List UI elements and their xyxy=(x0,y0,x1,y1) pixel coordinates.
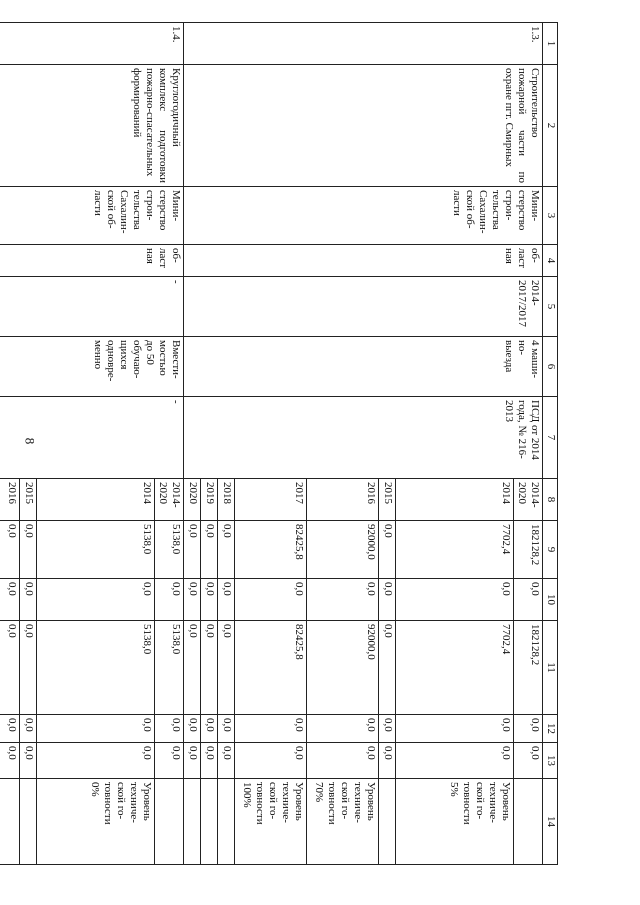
year-cell: 2015 xyxy=(20,479,37,521)
column-number-13: 13 xyxy=(543,743,558,779)
year-cell: 2020 xyxy=(184,479,201,521)
federal-funding: 0,0 xyxy=(37,579,155,621)
object-name: Строительство пожарной части по охране пгт. Смирных xyxy=(184,65,543,187)
column-number-8: 8 xyxy=(543,479,558,521)
total-funding: 0,0 xyxy=(184,521,201,579)
year-cell: 2018 xyxy=(218,479,235,521)
regional-funding: 0,0 xyxy=(184,621,201,715)
row-number: 1.4. xyxy=(0,23,184,65)
total-funding: 0,0 xyxy=(218,521,235,579)
regional-funding: 92000,0 xyxy=(307,621,379,715)
year-cell: 2019 xyxy=(201,479,218,521)
regional-funding: 0,0 xyxy=(0,621,20,715)
extra-funding: 0,0 xyxy=(396,743,514,779)
column-number-14: 14 xyxy=(543,779,558,865)
regional-funding: 82425,8 xyxy=(235,621,307,715)
extra-funding: 0,0 xyxy=(20,743,37,779)
federal-funding: 0,0 xyxy=(396,579,514,621)
year-cell: 2014 xyxy=(37,479,155,521)
readiness-note: Уровень техниче- ской го- товности 5% xyxy=(396,779,514,865)
table-row xyxy=(155,23,184,865)
extra-funding: 0,0 xyxy=(155,743,184,779)
federal-funding: 0,0 xyxy=(155,579,184,621)
column-number-12: 12 xyxy=(543,715,558,743)
regional-funding: 5138,0 xyxy=(155,621,184,715)
readiness-note xyxy=(155,779,184,865)
rotated-table-wrapper xyxy=(6,22,558,864)
extra-funding: 0,0 xyxy=(379,743,396,779)
local-funding: 0,0 xyxy=(184,715,201,743)
design-documentation: - xyxy=(0,397,184,479)
local-funding: 0,0 xyxy=(201,715,218,743)
table-body xyxy=(0,23,558,865)
total-funding: 0,0 xyxy=(201,521,218,579)
readiness-note xyxy=(0,779,20,865)
local-funding: 0,0 xyxy=(307,715,379,743)
extra-funding: 0,0 xyxy=(235,743,307,779)
regional-funding: 0,0 xyxy=(379,621,396,715)
column-number-4: 4 xyxy=(543,245,558,277)
extra-funding: 0,0 xyxy=(0,743,20,779)
extra-funding: 0,0 xyxy=(184,743,201,779)
regional-funding: 5138,0 xyxy=(37,621,155,715)
year-cell: 2015 xyxy=(379,479,396,521)
total-funding: 182128,2 xyxy=(514,521,543,579)
regional-funding: 0,0 xyxy=(201,621,218,715)
extra-funding: 0,0 xyxy=(201,743,218,779)
readiness-note xyxy=(514,779,543,865)
total-funding: 0,0 xyxy=(0,521,20,579)
column-number-9: 9 xyxy=(543,521,558,579)
column-number-5: 5 xyxy=(543,277,558,337)
regional-funding: 0,0 xyxy=(218,621,235,715)
year-cell: 2014- 2020 xyxy=(514,479,543,521)
header-row xyxy=(543,23,558,865)
regional-funding: 182128,2 xyxy=(514,621,543,715)
column-number-1: 1 xyxy=(543,23,558,65)
customer: Мини- стерство строи- тельства Сахалин- ской об- ласти xyxy=(184,187,543,245)
column-number-2: 2 xyxy=(543,65,558,187)
total-funding: 0,0 xyxy=(379,521,396,579)
row-number: 1.3. xyxy=(184,23,543,65)
ownership-type: об- ласт ная xyxy=(0,245,184,277)
federal-funding: 0,0 xyxy=(201,579,218,621)
design-documentation: ПСД от 2014 года, № 216- 2013 xyxy=(184,397,543,479)
column-number-7: 7 xyxy=(543,397,558,479)
total-funding: 82425,8 xyxy=(235,521,307,579)
local-funding: 0,0 xyxy=(379,715,396,743)
regional-funding: 7702,4 xyxy=(396,621,514,715)
column-number-11: 11 xyxy=(543,621,558,715)
total-funding: 5138,0 xyxy=(155,521,184,579)
readiness-note: Уровень техниче- ской го- товности 0% xyxy=(37,779,155,865)
object-name: Круглогодичный комплекс подготовки пожарно-спасательных формирований xyxy=(0,65,184,187)
readiness-note xyxy=(20,779,37,865)
local-funding: 0,0 xyxy=(218,715,235,743)
column-number-6: 6 xyxy=(543,337,558,397)
year-cell: 2016 xyxy=(0,479,20,521)
extra-funding: 0,0 xyxy=(514,743,543,779)
rotated-table-frame xyxy=(6,22,558,864)
local-funding: 0,0 xyxy=(396,715,514,743)
extra-funding: 0,0 xyxy=(37,743,155,779)
total-funding: 92000,0 xyxy=(307,521,379,579)
extra-funding: 0,0 xyxy=(218,743,235,779)
local-funding: 0,0 xyxy=(155,715,184,743)
customer: Мини- стерство строи- тельства Сахалин- ской об- ласти xyxy=(0,187,184,245)
federal-funding: 0,0 xyxy=(514,579,543,621)
extra-funding: 0,0 xyxy=(307,743,379,779)
federal-funding: 0,0 xyxy=(235,579,307,621)
capacity: Вмести- мостью до 50 обучаю- щихся одновре- менно xyxy=(0,337,184,397)
table-row xyxy=(514,23,543,865)
readiness-note: Уровень техниче- ской го- товности 100% xyxy=(235,779,307,865)
ownership-type: об- ласт ная xyxy=(184,245,543,277)
federal-funding: 0,0 xyxy=(0,579,20,621)
readiness-note xyxy=(218,779,235,865)
federal-funding: 0,0 xyxy=(20,579,37,621)
program-table xyxy=(0,22,558,865)
regional-funding: 0,0 xyxy=(20,621,37,715)
federal-funding: 0,0 xyxy=(379,579,396,621)
construction-years: - xyxy=(0,277,184,337)
local-funding: 0,0 xyxy=(20,715,37,743)
federal-funding: 0,0 xyxy=(184,579,201,621)
year-cell: 2016 xyxy=(307,479,379,521)
year-cell: 2014 xyxy=(396,479,514,521)
federal-funding: 0,0 xyxy=(307,579,379,621)
total-funding: 5138,0 xyxy=(37,521,155,579)
year-cell: 2014- 2020 xyxy=(155,479,184,521)
column-number-3: 3 xyxy=(543,187,558,245)
total-funding: 0,0 xyxy=(20,521,37,579)
local-funding: 0,0 xyxy=(0,715,20,743)
column-number-10: 10 xyxy=(543,579,558,621)
total-funding: 7702,4 xyxy=(396,521,514,579)
local-funding: 0,0 xyxy=(235,715,307,743)
local-funding: 0,0 xyxy=(514,715,543,743)
readiness-note xyxy=(379,779,396,865)
year-cell: 2017 xyxy=(235,479,307,521)
readiness-note xyxy=(184,779,201,865)
federal-funding: 0,0 xyxy=(218,579,235,621)
readiness-note: Уровень техниче- ской го- товности 70% xyxy=(307,779,379,865)
construction-years: 2014- 2017/2017 xyxy=(184,277,543,337)
capacity: 4 маши- но- выезда xyxy=(184,337,543,397)
local-funding: 0,0 xyxy=(37,715,155,743)
readiness-note xyxy=(201,779,218,865)
page-number: 8 xyxy=(22,437,38,445)
